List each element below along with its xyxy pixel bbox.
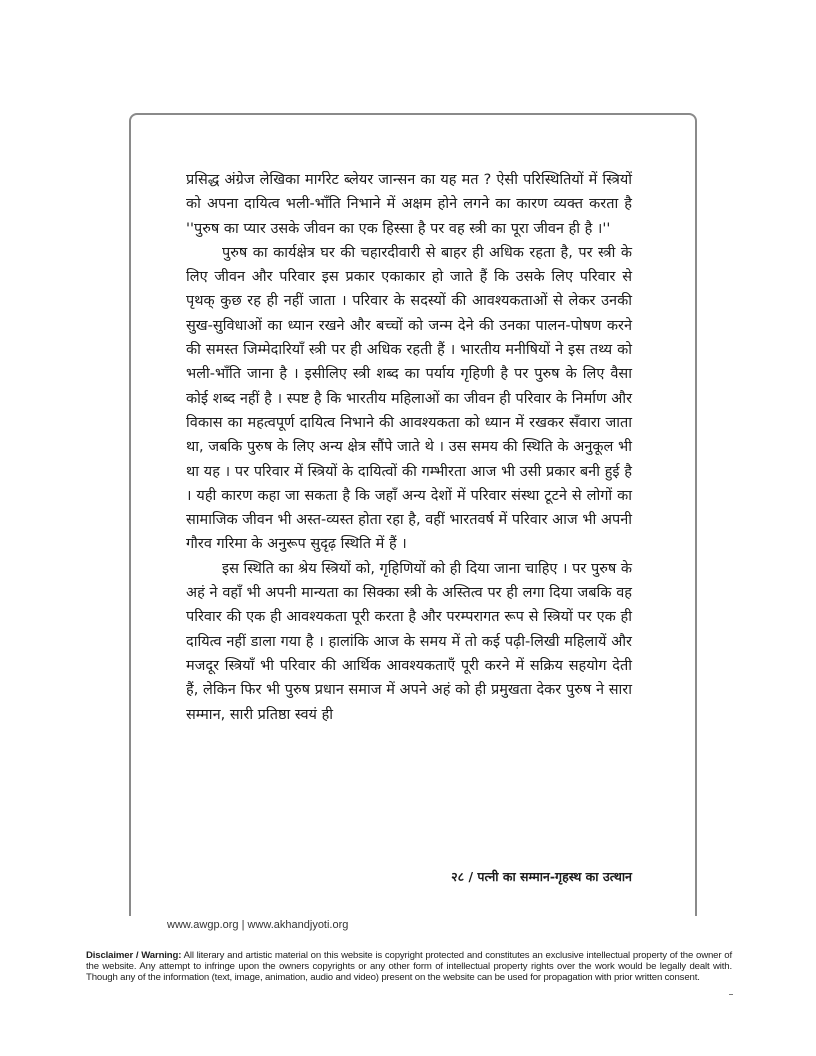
disclaimer bbox=[86, 950, 732, 983]
website-links[interactable]: www.awgp.org | www.akhandjyoti.org bbox=[159, 919, 356, 931]
paragraph-1: प्रसिद्ध अंग्रेज लेखिका मार्गरेट ब्लेयर जान्सन का यह मत ? ऐसी परिस्थितियों में स्त्रियों को अपना दायित्व भली-भाँति निभाने में अक्षम होने लगने का कारण व्यक्त करता है ''पुरुष का प्यार उसके जीवन का एक हिस्सा है पर वह स्त्री का पूरा जीवन ही है ।'' bbox=[186, 172, 632, 237]
site-link-bar bbox=[129, 916, 697, 936]
corner-mark bbox=[729, 994, 733, 995]
disclaimer-label: Disclaimer / Warning: bbox=[86, 950, 182, 961]
page-number-title: २८ / पत्नी का सम्मान-गृहस्थ का उत्थान bbox=[451, 869, 632, 884]
page-body-text bbox=[186, 168, 632, 727]
disclaimer-text: All literary and artistic material on this website is copyright protected and constitutes an exclusive intellectual property of the owner of the website. Any attempt to infringe upon the owners copyrights or any other form of intellectual property rights over the work would be legally dealt with. Though any of the information (text, image, animation, audio and video) present on the website can be used for propagation with prior written consent. bbox=[86, 950, 732, 983]
paragraph-3: इस स्थिति का श्रेय स्त्रियों को, गृहिणियों को ही दिया जाना चाहिए । पर पुरुष के अहं ने वहाँ भी अपनी मान्यता का सिक्का स्त्री के अस्तित्व पर ही लगा दिया जबकि वह परिवार की एक ही आवश्यकता पूरी करता है और परम्परागत रूप से स्त्रियों पर एक ही दायित्व नहीं डाला गया है । हालांकि आज के समय में तो कई पढ़ी-लिखी महिलायें और मजदूर स्त्रियाँ भी परिवार की आर्थिक आवश्यकताएँ पूरी करने में सक्रिय सहयोग देती हैं, लेकिन फिर भी पुरुष प्रधान समाज में अपने अहं को ही प्रमुखता देकर पुरुष ने सारा सम्मान, सारी प्रतिष्ठा स्वयं ही bbox=[186, 560, 632, 723]
paragraph-2: पुरुष का कार्यक्षेत्र घर की चहारदीवारी से बाहर ही अधिक रहता है, पर स्त्री के लिए जीवन और परिवार इस प्रकार एकाकार हो जाते हैं कि उसके लिए परिवार से पृथक् कुछ रह ही नहीं जाता । परिवार के सदस्यों की आवश्यकताओं से लेकर उनकी सुख-सुविधाओं का ध्यान रखने और बच्चों को जन्म देने की उनका पालन-पोषण करने की समस्त जिम्मेदारियाँ स्त्री पर ही अधिक रहती हैं । भारतीय मनीषियों ने इस तथ्य को भली-भाँति जाना है । इसीलिए स्त्री शब्द का पर्याय गृहिणी है पर पुरुष के लिए वैसा कोई शब्द नहीं है । स्पष्ट है कि भारतीय महिलाओं का जीवन ही परिवार के निर्माण और विकास का महत्वपूर्ण दायित्व निभाने की आवश्यकता को ध्यान में रखकर सँवारा जाता था, जबकि पुरुष के लिए अन्य क्षेत्र सौंपे जाते थे । उस समय की स्थिति के अनुकूल भी था यह । पर परिवार में स्त्रियों के दायित्वों की गम्भीरता आज भी उसी प्रकार बनी हुई है । यही कारण कहा जा सकता है कि जहाँ अन्य देशों में परिवार संस्था टूटने से लोगों का सामाजिक जीवन भी अस्त-व्यस्त होता रहा है, वहीं भारतवर्ष में परिवार आज भी अपनी गौरव गरिमा के अनुरूप सुदृढ़ स्थिति में हैं । bbox=[186, 244, 632, 553]
